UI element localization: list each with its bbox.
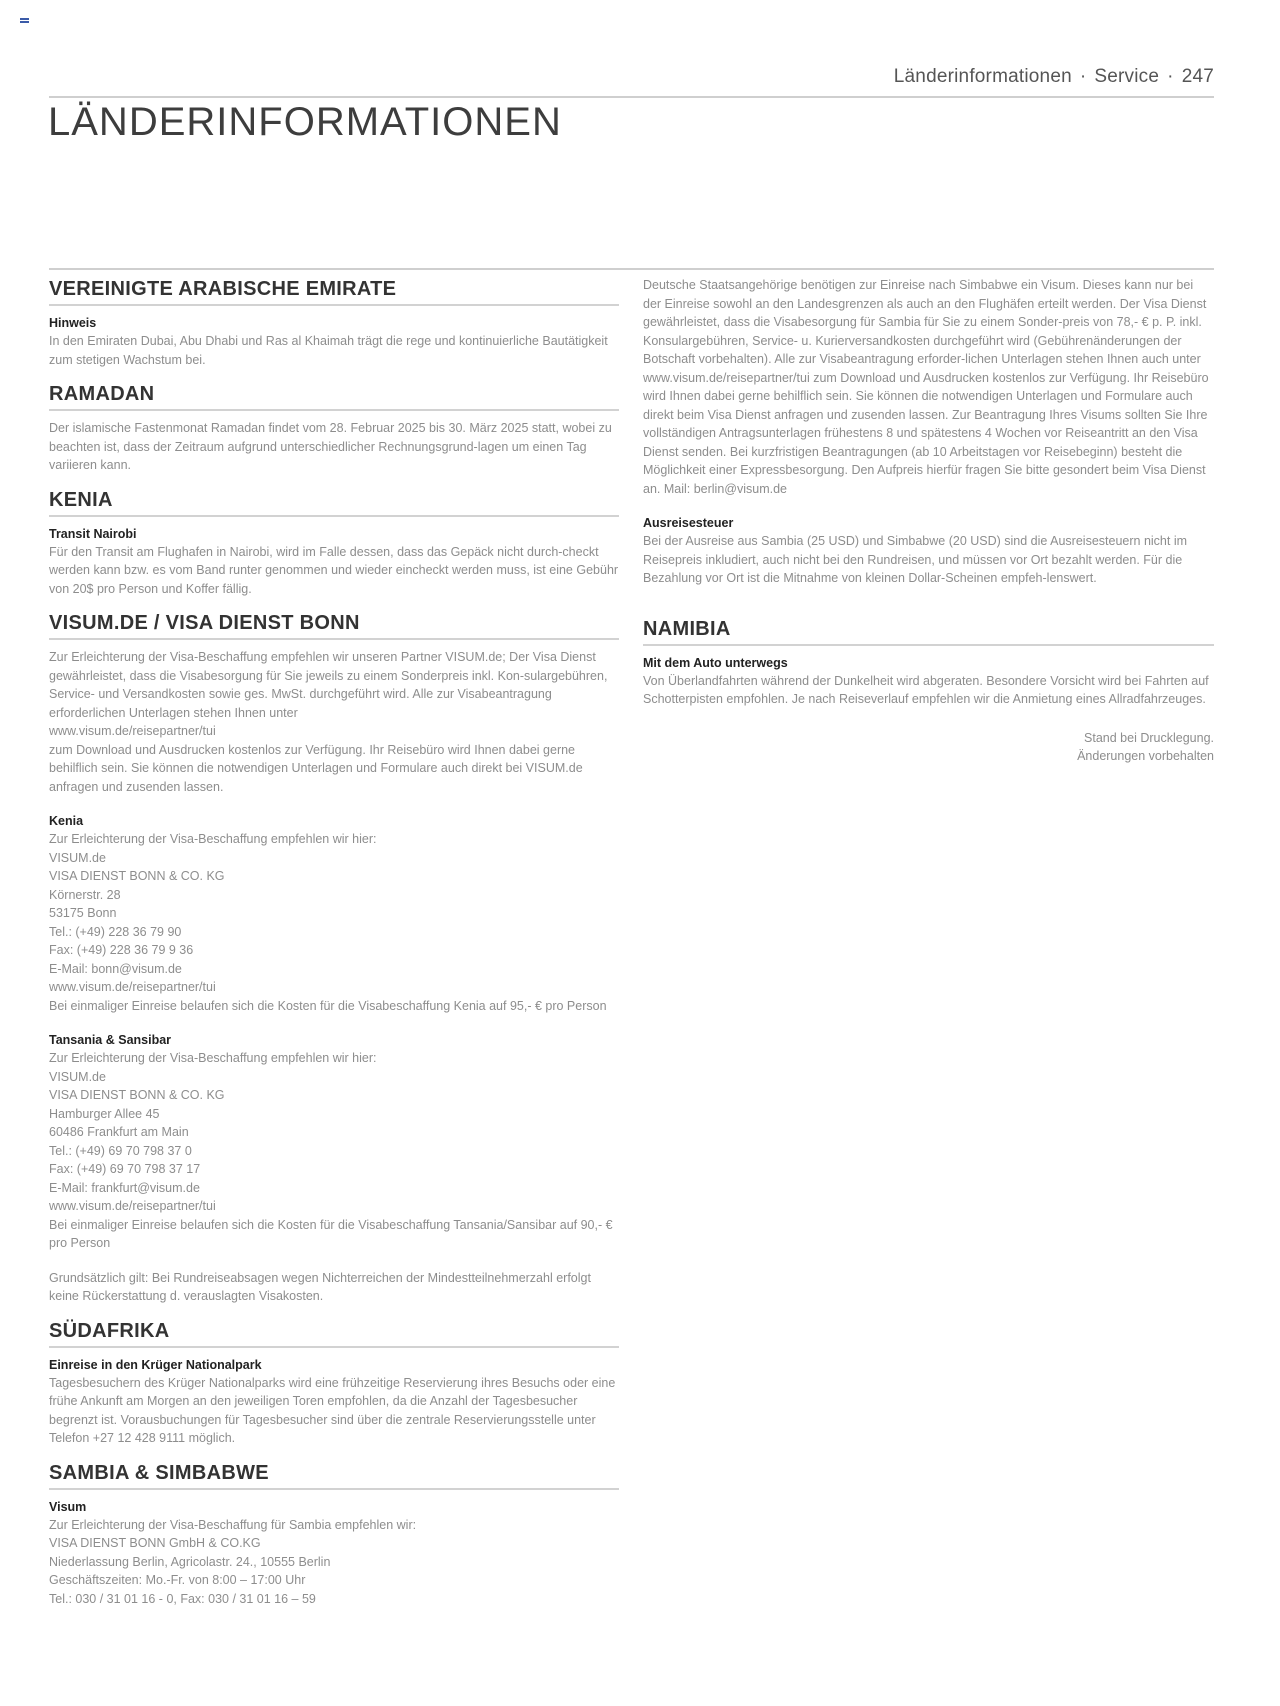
address-line: VISA DIENST BONN & CO. KG	[49, 1088, 225, 1102]
section-heading: VISUM.DE / VISA DIENST BONN	[49, 610, 619, 640]
body-text: Von Überlandfahrten während der Dunkelheit wird abgeraten. Besondere Vorsicht wird bei Fahrten auf Schotterpisten empfohlen. Je nach Reiseverlauf empfehlen wir die Anmietung eines Allradfahrzeuges.	[643, 673, 1209, 706]
section-sambia-continued	[643, 276, 1214, 588]
address-line: Fax: (+49) 69 70 798 37 17	[49, 1162, 201, 1176]
page-number: 247	[1181, 66, 1214, 87]
running-separator: ·	[1079, 66, 1087, 87]
disclaimer-line: Änderungen vorbehalten	[1077, 749, 1214, 763]
email-link[interactable]: E-Mail: bonn@visum.de	[49, 961, 182, 976]
section-ramadan	[49, 381, 619, 475]
subheading: Visum	[49, 1499, 87, 1514]
address-line: 53175 Bonn	[49, 906, 117, 920]
visum-link[interactable]: www.visum.de/reisepartner/tui	[49, 724, 216, 738]
running-section: Länderinformationen	[893, 66, 1072, 87]
content-rule	[49, 268, 1214, 270]
page-title: LÄNDERINFORMATIONEN	[48, 100, 562, 144]
email-link[interactable]: E-Mail: frankfurt@visum.de	[49, 1180, 200, 1195]
address-line: Geschäftszeiten: Mo.-Fr. von 8:00 – 17:00 Uhr	[49, 1573, 306, 1587]
section-heading: KENIA	[49, 487, 619, 517]
address-line: Tel.: (+49) 228 36 79 90	[49, 924, 182, 939]
address-line: VISA DIENST BONN & CO. KG	[49, 869, 225, 883]
running-category: Service	[1094, 66, 1160, 87]
section-heading: SÜDAFRIKA	[49, 1318, 619, 1348]
section-visum	[49, 610, 619, 1306]
subheading: Ausreisesteuer	[643, 516, 734, 530]
section-heading: NAMIBIA	[643, 616, 1214, 646]
subheading: Transit Nairobi	[49, 526, 137, 541]
subheading: Hinweis	[49, 316, 97, 330]
menu-icon[interactable]	[20, 18, 29, 26]
address-line: VISUM.de	[49, 1069, 106, 1084]
price-text: Bei einmaliger Einreise belaufen sich die Kosten für die Visabeschaffung Kenia auf 95,- € pro Person	[49, 998, 607, 1013]
address-line: Zur Erleichterung der Visa-Beschaffung empfehlen wir hier:	[49, 1051, 377, 1065]
running-header	[894, 66, 1214, 88]
address-line: VISA DIENST BONN GmbH & CO.KG	[49, 1536, 261, 1550]
subheading: Einreise in den Krüger Nationalpark	[49, 1357, 262, 1372]
body-text: Zur Erleichterung der Visa-Beschaffung empfehlen wir unseren Partner VISUM.de; Der Visa Dienst gewährleistet, dass die Visabesorgung für Sie jeweils zu einem Sonderpreis inkl. Kon-sulargebühren, Service- und Versandkosten sowie ges. MwSt. durchgeführt wird. Alle zur Visabeantragung erforderlichen Unterlagen stehen Ihnen unter	[49, 650, 608, 720]
right-column	[643, 276, 1214, 766]
section-heading: RAMADAN	[49, 381, 619, 411]
address-line: Körnerstr. 28	[49, 887, 121, 902]
body-text: In den Emiraten Dubai, Abu Dhabi und Ras al Khaimah trägt die rege und kontinuierliche Bautätigkeit zum stetigen Wachstum bei.	[49, 334, 608, 367]
section-kenia	[49, 487, 619, 599]
address-line: Zur Erleichterung der Visa-Beschaffung für Sambia empfehlen wir:	[49, 1517, 417, 1532]
section-sambia	[49, 1460, 619, 1609]
address-line: Fax: (+49) 228 36 79 9 36	[49, 943, 194, 957]
address-line: Tel.: (+49) 69 70 798 37 0	[49, 1143, 192, 1158]
web-link[interactable]: www.visum.de/reisepartner/tui	[49, 980, 216, 994]
address-line: Niederlassung Berlin, Agricolastr. 24., 10555 Berlin	[49, 1554, 331, 1569]
address-line: Tel.: 030 / 31 01 16 - 0, Fax: 030 / 31 01 16 – 59	[49, 1591, 316, 1606]
subheading: Tansania & Sansibar	[49, 1033, 172, 1047]
section-heading: SAMBIA & SIMBABWE	[49, 1460, 619, 1490]
price-text: Bei einmaliger Einreise belaufen sich die Kosten für die Visabeschaffung Tansania/Sansibar auf 90,- € pro Person	[49, 1217, 613, 1250]
body-text: Für den Transit am Flughafen in Nairobi, wird im Falle dessen, dass das Gepäck nicht durch-checkt werden kann bzw. es vom Band runter genommen und wieder eincheckt werden muss, ist eine Gebühr von 20$ pro Person und Koffer fällig.	[49, 544, 619, 596]
section-namibia	[643, 616, 1214, 709]
disclaimer-note	[643, 729, 1214, 766]
body-text: Grundsätzlich gilt: Bei Rundreiseabsagen wegen Nichterreichen der Mindestteilnehmerzahl erfolgt keine Rückerstattung d. verauslagten Visakosten.	[49, 1270, 591, 1303]
address-line: Zur Erleichterung der Visa-Beschaffung empfehlen wir hier:	[49, 832, 377, 846]
address-line: Hamburger Allee 45	[49, 1106, 160, 1121]
address-line: 60486 Frankfurt am Main	[49, 1125, 189, 1139]
header-rule	[49, 96, 1214, 98]
section-vae	[49, 276, 619, 369]
disclaimer-line: Stand bei Drucklegung.	[1084, 730, 1214, 745]
subheading: Mit dem Auto unterwegs	[643, 655, 788, 670]
body-text: Bei der Ausreise aus Sambia (25 USD) und Simbabwe (20 USD) sind die Ausreisesteuern nicht im Reisepreis inkludiert, auch nicht bei den Rundreisen, und müssen vor Ort bezahlt werden. Für die Bezahlung vor Ort ist die Mitnahme von kleinen Dollar-Scheinen empfeh-lenswert.	[643, 534, 1188, 585]
left-column	[49, 276, 619, 1620]
body-text: Der islamische Fastenmonat Ramadan findet vom 28. Februar 2025 bis 30. März 2025 statt, wobei zu beachten ist, dass der Zeitraum aufgrund unterschiedlicher Rechnungsgrund-lagen um einen Tag variieren kann.	[49, 421, 612, 472]
running-separator-2: ·	[1167, 66, 1174, 87]
body-text: Tagesbesuchern des Krüger Nationalparks wird eine frühzeitige Reservierung ihres Besuchs oder eine frühe Ankunft am Morgen an den jeweiligen Toren empfohlen, da die Anzahl der Tagesbesucher begrenzt ist. Vorausbuchungen für Tagesbesucher sind über die zentrale Reservierungsstelle unter Telefon +27 12 428 9111 möglich.	[49, 1375, 616, 1445]
address-line: VISUM.de	[49, 850, 106, 865]
section-heading: VEREINIGTE ARABISCHE EMIRATE	[49, 276, 619, 306]
web-link[interactable]: www.visum.de/reisepartner/tui	[49, 1199, 216, 1213]
section-suedafrika	[49, 1318, 619, 1448]
body-text: Deutsche Staatsangehörige benötigen zur Einreise nach Simbabwe ein Visum. Dieses kann nur bei der Einreise sowohl an den Landesgrenzen als auch an den Flughäfen erteilt werden. Der Visa Dienst gewährleistet, dass die Visabesorgung für Sambia für Sie zu einem Sonder-preis von 78,- € p. P. inkl. Konsulargebühren, Service- u. Kurierversandkosten durchgeführt wird (Gebührenänderungen der Botschaft vorbehalten). Alle zur Visabeantragung erforder-lichen Unterlagen stehen Ihnen auch unter www.visum.de/reisepartner/tui zum Download und Ausdrucken kostenlos zur Verfügung. Ihr Reisebüro wird Ihnen dabei gerne behilflich sein. Sie können die notwendigen Unterlagen und Formulare auch direkt beim Visa Dienst anfragen und zusenden lassen. Zur Beantragung Ihres Visums sollten Sie Ihre vollständigen Antragsunterlagen frühestens 8 und spätestens 4 Wochen vor Reiseantritt an den Visa Dienst senden. Bei kurzfristigen Beantragungen (ab 10 Arbeitstagen vor Reisebeginn) besteht die Möglichkeit einer Expressbesorgung. Den Aufpreis hierfür fragen Sie bitte gesondert beim Visa Dienst an. Mail: berlin@visum.de	[643, 278, 1209, 496]
subheading: Kenia	[49, 814, 84, 828]
body-text: zum Download und Ausdrucken kostenlos zur Verfügung. Ihr Reisebüro wird Ihnen dabei gerne behilflich sein. Sie können die notwendigen Unterlagen und Formulare auch direkt bei VISUM.de anfragen und zusenden lassen.	[49, 742, 583, 794]
